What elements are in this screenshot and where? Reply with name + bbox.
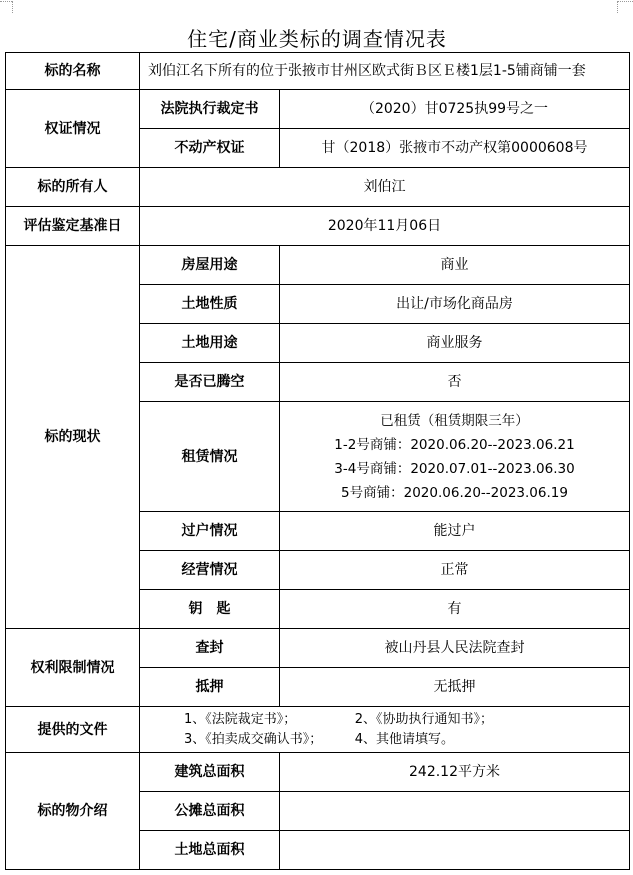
document-title: 住宅/商业类标的调查情况表 xyxy=(187,27,447,51)
value-owner: 刘伯江 xyxy=(140,168,630,207)
survey-table xyxy=(5,52,630,870)
row-seizure xyxy=(6,629,630,668)
label-status: 标的现状 xyxy=(6,246,140,629)
page-margin-guides xyxy=(0,1,633,13)
value-operation: 正常 xyxy=(280,551,630,590)
label-keys: 钥 匙 xyxy=(140,590,280,629)
label-vacated: 是否已腾空 xyxy=(140,363,280,402)
label-operation: 经营情况 xyxy=(140,551,280,590)
label-lease: 租赁情况 xyxy=(140,402,280,512)
document-list-line: 3、《拍卖成交确认书》； 4、其他请填写。 xyxy=(184,731,455,747)
label-land-use: 土地用途 xyxy=(140,324,280,363)
value-transfer: 能过户 xyxy=(280,512,630,551)
label-building-area: 建筑总面积 xyxy=(140,753,280,792)
value-valuation-date: 2020年11月06日 xyxy=(140,207,630,246)
row-owner xyxy=(6,168,630,207)
label-transfer: 过户情况 xyxy=(140,512,280,551)
label-rights: 权证情况 xyxy=(6,90,140,168)
value-lease xyxy=(280,402,630,512)
value-property-name: 刘伯江名下所有的位于张掖市甘州区欧式街Ｂ区Ｅ楼1层1-5铺商铺一套 xyxy=(140,53,630,90)
row-building-area xyxy=(6,753,630,792)
label-shared-area: 公摊总面积 xyxy=(140,792,280,831)
label-documents: 提供的文件 xyxy=(6,707,140,753)
value-house-use: 商业 xyxy=(280,246,630,285)
label-intro: 标的物介绍 xyxy=(6,753,140,870)
value-seizure: 被山丹县人民法院查封 xyxy=(280,629,630,668)
label-property-cert: 不动产权证 xyxy=(140,129,280,168)
row-house-use xyxy=(6,246,630,285)
value-court-ruling: （2020）甘0725执99号之一 xyxy=(280,90,630,129)
value-mortgage: 无抵押 xyxy=(280,668,630,707)
label-land-area: 土地总面积 xyxy=(140,831,280,870)
value-land-nature: 出让/市场化商品房 xyxy=(280,285,630,324)
label-court-ruling: 法院执行裁定书 xyxy=(140,90,280,129)
label-seizure: 查封 xyxy=(140,629,280,668)
label-property-name: 标的名称 xyxy=(6,53,140,90)
row-property-name xyxy=(6,53,630,90)
label-land-nature: 土地性质 xyxy=(140,285,280,324)
label-restrictions: 权利限制情况 xyxy=(6,629,140,707)
value-shared-area xyxy=(280,792,630,831)
label-mortgage: 抵押 xyxy=(140,668,280,707)
label-house-use: 房屋用途 xyxy=(140,246,280,285)
lease-line: 5号商铺：2020.06.20--2023.06.19 xyxy=(341,484,568,501)
lease-line: 1-2号商铺：2020.06.20--2023.06.21 xyxy=(334,436,575,453)
label-valuation-date: 评估鉴定基准日 xyxy=(6,207,140,246)
value-building-area: 242.12平方米 xyxy=(280,753,630,792)
value-land-use: 商业服务 xyxy=(280,324,630,363)
label-owner: 标的所有人 xyxy=(6,168,140,207)
value-vacated: 否 xyxy=(280,363,630,402)
value-keys: 有 xyxy=(280,590,630,629)
value-land-area xyxy=(280,831,630,870)
row-documents xyxy=(6,707,630,753)
row-court-ruling xyxy=(6,90,630,129)
row-valuation-date xyxy=(6,207,630,246)
document-list-line: 1、《法院裁定书》； 2、《协助执行通知书》； xyxy=(184,711,494,727)
lease-line: 3-4号商铺：2020.07.01--2023.06.30 xyxy=(334,460,575,477)
value-documents xyxy=(140,707,630,753)
lease-line: 已租赁（租赁期限三年） xyxy=(380,412,529,429)
value-property-cert: 甘（2018）张掖市不动产权第0000608号 xyxy=(280,129,630,168)
